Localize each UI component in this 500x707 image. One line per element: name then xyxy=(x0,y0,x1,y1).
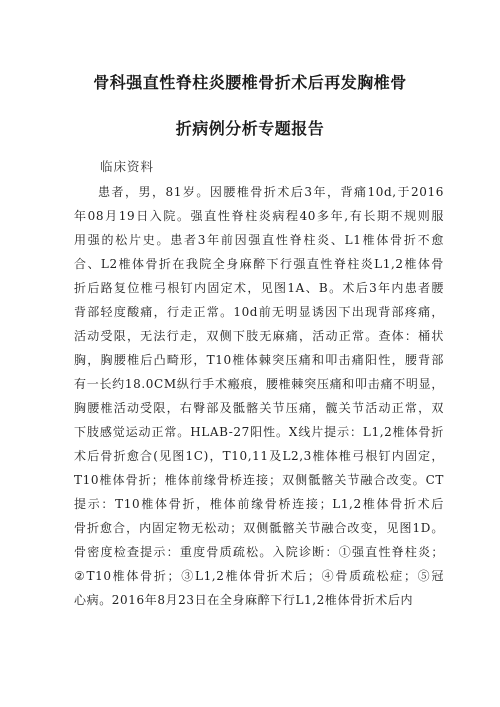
paragraph-line: 下肢感觉运动正常。HLAB-27阳性。X线片提示：L1,2椎体骨折 xyxy=(74,425,444,439)
paragraph-line: 胸腰椎活动受限，右臀部及骶髂关节压痛，髋关节活动正常，双 xyxy=(74,401,444,415)
paragraph-line: 有一长约18.0CM纵行手术瘢痕，腰椎棘突压痛和叩击痛不明显， xyxy=(74,377,444,391)
clinical-data-paragraph xyxy=(74,180,444,612)
paragraph-line: 提示：T10椎体骨折，椎体前缘骨桥连接；L1,2椎体骨折术后 xyxy=(74,497,444,511)
paragraph-line: 折后路复位椎弓根钉内固定术，见图1A、B。术后3年内患者腰 xyxy=(74,281,444,295)
paragraph-line: 骨折愈合，内固定物无松动；双侧骶髂关节融合改变，见图1D。 xyxy=(74,521,444,535)
paragraph-line: ②T10椎体骨折；③L1,2椎体骨折术后；④骨质疏松症；⑤冠 xyxy=(74,569,444,583)
paragraph-line: 术后骨折愈合(见图1C)，T10,11及L2,3椎体椎弓根钉内固定， xyxy=(74,449,444,463)
paragraph-line: T10椎体骨折；椎体前缘骨桥连接；双侧骶髂关节融合改变。CT xyxy=(74,473,444,487)
paragraph-line: 骨密度检查提示：重度骨质疏松。入院诊断：①强直性脊柱炎； xyxy=(74,545,444,559)
document-title-line-1: 骨科强直性脊柱炎腰椎骨折术后再发胸椎骨 xyxy=(93,73,407,92)
paragraph-line: 心病。2016年8月23日在全身麻醉下行L1,2椎体骨折术后内 xyxy=(74,593,414,607)
paragraph-line: 患者，男，81岁。因腰椎骨折术后3年，背痛10d,于2016 xyxy=(98,185,444,199)
section-heading: 临床资料 xyxy=(100,159,155,174)
paragraph-line: 胸，胸腰椎后凸畸形，T10椎体棘突压痛和叩击痛阳性，腰背部 xyxy=(74,353,444,367)
document-title-line-2: 折病例分析专题报告 xyxy=(175,119,325,138)
paragraph-line: 用强的松片史。患者3年前因强直性脊柱炎、L1椎体骨折不愈 xyxy=(74,233,444,247)
paragraph-line: 活动受限，无法行走，双侧下肢无麻痛，活动正常。查体：桶状 xyxy=(74,329,444,343)
paragraph-line: 背部轻度酸痛，行走正常。10d前无明显诱因下出现背部疼痛， xyxy=(74,305,444,319)
paragraph-line: 年08月19日入院。强直性脊柱炎病程40多年,有长期不规则服 xyxy=(74,209,444,223)
paragraph-line: 合、L2椎体骨折在我院全身麻醉下行强直性脊柱炎L1,2椎体骨 xyxy=(74,257,444,271)
